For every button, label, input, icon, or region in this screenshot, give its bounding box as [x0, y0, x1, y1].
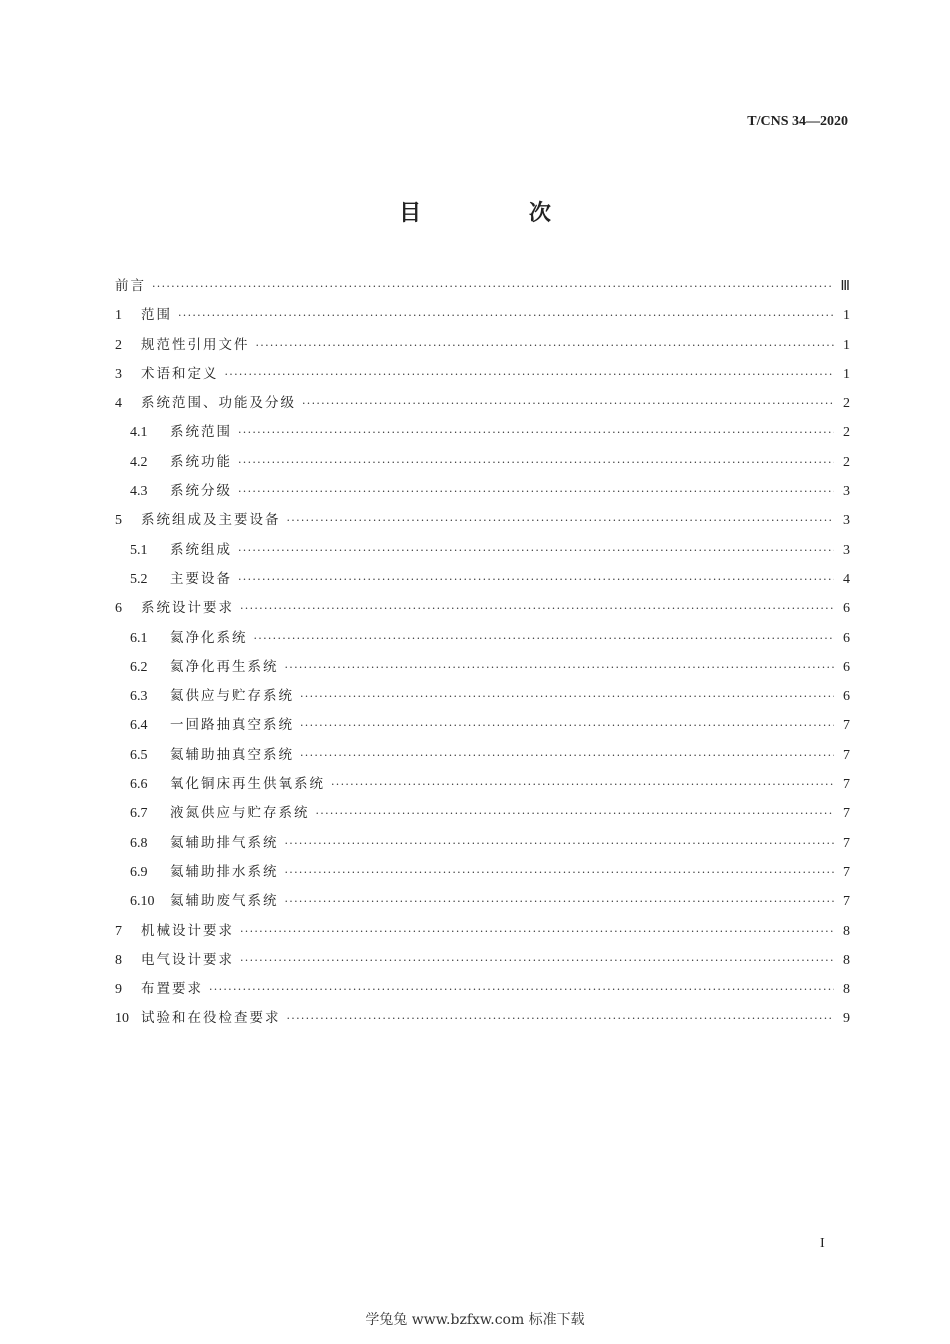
toc-number: 6.6	[130, 777, 148, 793]
toc-page-number: 2	[843, 454, 850, 470]
toc-entry[interactable]	[115, 711, 850, 740]
toc-number: 6.4	[130, 718, 148, 734]
toc-entry[interactable]	[115, 506, 850, 535]
toc-entry[interactable]	[115, 448, 850, 477]
toc-number: 6.5	[130, 747, 148, 763]
toc-leader-dots	[254, 624, 835, 653]
toc-leader-dots	[238, 418, 834, 447]
toc-page-number: Ⅲ	[840, 279, 850, 294]
toc-leader-dots	[225, 360, 835, 389]
toc-label: 术语和定义	[141, 365, 219, 382]
toc-label: 主要设备	[170, 570, 232, 587]
toc-entry[interactable]	[115, 858, 850, 887]
toc-page-number: 6	[843, 630, 850, 646]
toc-entry[interactable]	[115, 887, 850, 916]
toc-page-number: 1	[843, 366, 850, 382]
toc-page-number: 7	[843, 835, 850, 851]
page-folio: I	[820, 1236, 825, 1251]
toc-page-number: 1	[843, 308, 850, 324]
toc-page-number: 6	[843, 601, 850, 617]
toc-leader-dots	[287, 506, 835, 535]
toc-entry[interactable]	[115, 331, 850, 360]
toc-leader-dots	[256, 331, 835, 360]
toc-leader-dots	[285, 887, 835, 916]
toc-label: 布置要求	[141, 981, 203, 998]
toc-page-number: 6	[843, 689, 850, 705]
toc-label: 一回路抽真空系统	[170, 717, 294, 734]
toc-label: 系统组成及主要设备	[141, 512, 281, 529]
toc-label: 试验和在役检查要求	[141, 1010, 281, 1027]
toc-leader-dots	[209, 975, 834, 1004]
toc-label: 范围	[141, 307, 172, 324]
toc-label: 前言	[115, 278, 146, 294]
toc-leader-dots	[300, 741, 834, 770]
toc-number: 6.7	[130, 806, 148, 822]
toc-label: 氦辅助废气系统	[170, 893, 279, 910]
toc-leader-dots	[152, 272, 834, 301]
toc-number: 5.2	[130, 571, 148, 587]
toc-entry[interactable]	[115, 301, 850, 330]
toc-entry[interactable]	[115, 946, 850, 975]
toc-page-number: 7	[843, 747, 850, 763]
toc-label: 电气设计要求	[141, 951, 234, 968]
toc-label: 氦辅助抽真空系统	[170, 746, 294, 763]
toc-label: 系统组成	[170, 541, 232, 558]
toc-label: 系统功能	[170, 453, 232, 470]
toc-entry[interactable]	[115, 624, 850, 653]
toc-page-number: 3	[843, 513, 850, 529]
toc-leader-dots	[178, 301, 834, 330]
toc-label: 机械设计要求	[141, 922, 234, 939]
toc-number: 6.8	[130, 835, 148, 851]
toc-entry[interactable]	[115, 477, 850, 506]
toc-number: 8	[115, 952, 122, 968]
toc-page-number: 7	[843, 777, 850, 793]
toc-leader-dots	[285, 653, 835, 682]
toc-leader-dots	[238, 448, 834, 477]
toc-number: 6.9	[130, 864, 148, 880]
toc-label: 氦净化系统	[170, 629, 248, 646]
toc-label: 系统范围、功能及分级	[141, 395, 296, 412]
toc-label: 氦辅助排水系统	[170, 863, 279, 880]
toc-page-number: 8	[843, 952, 850, 968]
toc-label: 氦辅助排气系统	[170, 834, 279, 851]
toc-label: 系统设计要求	[141, 600, 234, 617]
toc-entry[interactable]	[115, 741, 850, 770]
toc-number: 10	[115, 1011, 129, 1027]
toc-leader-dots	[240, 594, 834, 623]
toc-leader-dots	[300, 711, 834, 740]
toc-label: 规范性引用文件	[141, 336, 250, 353]
toc-entry[interactable]	[115, 594, 850, 623]
toc-label: 系统分级	[170, 483, 232, 500]
toc-entry[interactable]	[115, 799, 850, 828]
toc-number: 3	[115, 366, 122, 382]
toc-number: 7	[115, 923, 122, 939]
toc-leader-dots	[285, 829, 835, 858]
toc-page-number: 2	[843, 425, 850, 441]
toc-page-number: 8	[843, 923, 850, 939]
toc-label: 氧化铜床再生供氧系统	[170, 776, 325, 793]
toc-number: 6.10	[130, 894, 155, 910]
toc-page-number: 6	[843, 659, 850, 675]
toc-number: 4	[115, 396, 122, 412]
toc-leader-dots	[331, 770, 834, 799]
table-of-contents	[115, 272, 850, 1034]
toc-leader-dots	[285, 858, 835, 887]
toc-number: 6.1	[130, 630, 148, 646]
toc-leader-dots	[300, 682, 834, 711]
toc-label: 系统范围	[170, 424, 232, 441]
toc-number: 4.1	[130, 425, 148, 441]
toc-entry[interactable]	[115, 1004, 850, 1033]
toc-number: 5	[115, 513, 122, 529]
toc-label: 氦净化再生系统	[170, 658, 279, 675]
toc-number: 9	[115, 982, 122, 998]
toc-leader-dots	[238, 536, 834, 565]
toc-page-number: 9	[843, 1011, 850, 1027]
toc-leader-dots	[238, 565, 834, 594]
toc-number: 6.3	[130, 689, 148, 705]
toc-leader-dots	[316, 799, 835, 828]
toc-entry[interactable]	[115, 653, 850, 682]
toc-number: 4.2	[130, 454, 148, 470]
toc-page-number: 7	[843, 718, 850, 734]
toc-entry[interactable]	[115, 565, 850, 594]
toc-page-number: 3	[843, 484, 850, 500]
toc-page-number: 1	[843, 337, 850, 353]
toc-entry[interactable]	[115, 272, 850, 301]
toc-entry[interactable]	[115, 770, 850, 799]
toc-leader-dots	[240, 946, 834, 975]
toc-leader-dots	[240, 917, 834, 946]
toc-page-number: 7	[843, 864, 850, 880]
toc-page-number: 4	[843, 571, 850, 587]
toc-leader-dots	[302, 389, 834, 418]
toc-page-number: 3	[843, 542, 850, 558]
toc-page-number: 8	[843, 982, 850, 998]
toc-label: 液氮供应与贮存系统	[170, 805, 310, 822]
toc-leader-dots	[287, 1004, 835, 1033]
toc-page-number: 7	[843, 806, 850, 822]
toc-number: 6	[115, 601, 122, 617]
watermark: 学兔兔 www.bzfxw.com 标准下载	[365, 1312, 585, 1328]
document-number: T/CNS 34—2020	[747, 114, 848, 129]
toc-entry[interactable]	[115, 682, 850, 711]
toc-page-number: 2	[843, 396, 850, 412]
toc-page-number: 7	[843, 894, 850, 910]
toc-entry[interactable]	[115, 360, 850, 389]
toc-entry[interactable]	[115, 829, 850, 858]
toc-number: 5.1	[130, 542, 148, 558]
toc-entry[interactable]	[115, 418, 850, 447]
toc-number: 1	[115, 308, 122, 324]
toc-number: 4.3	[130, 484, 148, 500]
toc-number: 6.2	[130, 659, 148, 675]
toc-entry[interactable]	[115, 975, 850, 1004]
toc-entry[interactable]	[115, 536, 850, 565]
toc-entry[interactable]	[115, 389, 850, 418]
toc-leader-dots	[238, 477, 834, 506]
page-title: 目 次	[399, 201, 601, 226]
toc-number: 2	[115, 337, 122, 353]
toc-label: 氦供应与贮存系统	[170, 688, 294, 705]
toc-entry[interactable]	[115, 917, 850, 946]
